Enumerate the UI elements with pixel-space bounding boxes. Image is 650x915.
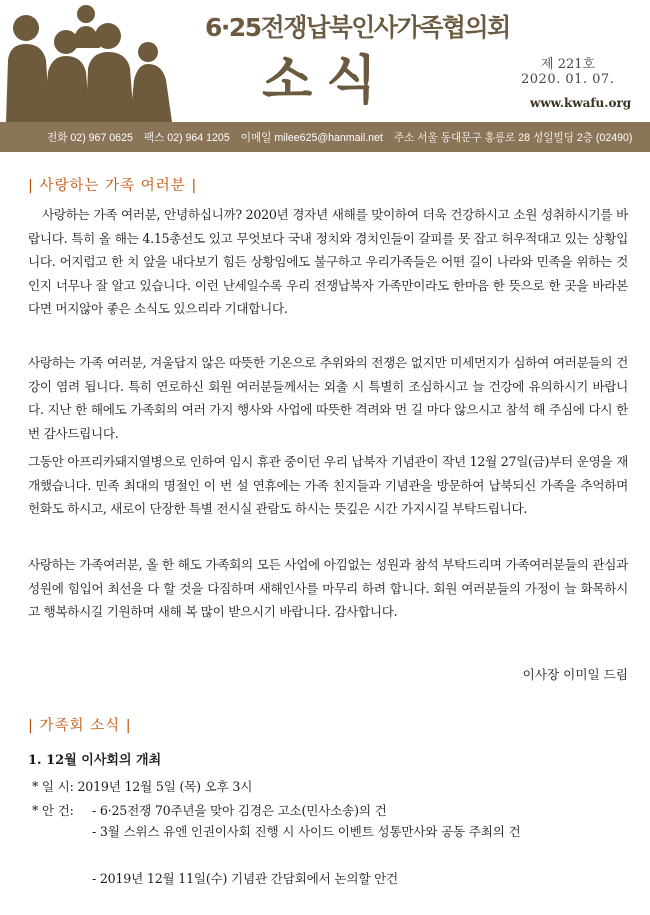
news-item-agenda-label: * 안 건: [32, 803, 74, 818]
contact-email[interactable]: 이메일 milee625@hanmail.net [240, 131, 383, 144]
letter-paragraph-1: 사랑하는 가족 여러분, 안녕하십니까? 2020년 경자년 새해를 맞이하여 더욱 건강하시고 소원 성취하시기를 바랍니다. 특히 올 해는 4.15총선도 있고 무엇보다 국내 정치와 경치인들이 갈피를 못 잡고 허우적대고 있는 상황입니다. 어지럽고 한 치 앞을 내다보기 힘든 상황임에도 불구하고 우리가족들은 어떤 길이 나라와 민족을 위하는 것인지 너무나 잘 알고 있습니다. 이런 난세일수록 우리 전쟁납북자 가족만이라도 한마음 한 뜻으로 한 곳을 바라본다면 머지않아 좋은 소식도 있으리라 기대합니다. [28, 207, 628, 317]
letter-paragraph-2: 사랑하는 가족 여러분, 겨울답지 않은 따뜻한 기온으로 추위와의 전쟁은 없지만 미세먼지가 심하여 여러분들의 건강이 염려 됩니다. 특히 연로하신 회원 여러분들께서는 외출 시 특별히 조심하시고 늘 건강에 유의하시기 바랍니다. 지난 한 해에도 가족회의 여러 가지 행사와 사업에 따뜻한 격려와 먼 길 마다 않으시고 참석 해 주심에 다시 한 번 감사드립니다. [28, 355, 628, 441]
newsletter-title: 소식 [262, 51, 391, 111]
news-heading: | 가족회 소식 | [28, 718, 132, 734]
letter-signature: 이사장 이미일 드림 [522, 667, 628, 682]
news-item-title: 1. 12월 이사회의 개최 [28, 753, 162, 768]
issue-number: 제 221호 [541, 57, 596, 72]
agenda-item: - 6·25전쟁 70주년을 맞아 김경은 고소(민사소송)의 건 [92, 803, 387, 818]
agenda-item: - 2019년 12월 11일(수) 기념관 간담회에서 논의할 안건 [92, 871, 399, 886]
letter-heading: | 사랑하는 가족 여러분 | [28, 178, 198, 194]
letter-paragraph-3: 그동안 아프리카돼지열병으로 인하여 임시 휴관 중이던 우리 납북자 기념관이 작년 12월 27일(금)부터 운영을 재개했습니다. 민족 최대의 명절인 이 번 설 연휴에는 가족 친지들과 기념관을 방문하여 납북되신 가족을 추억하며 헌화도 하시고, 새로이 단장한 특별 전시실 관람도 하시는 뜻깊은 시간 가지시길 부탁드립니다. [28, 454, 628, 517]
family-silhouette-image [0, 0, 175, 122]
contact-bar [0, 122, 650, 152]
contact-address: 주소 서울 동대문구 홍릉로 28 성일빌딩 2층 (02490) [393, 131, 633, 144]
agenda-item: - 3월 스위스 유엔 인권이사회 진행 시 사이드 이벤트 성통만사와 공동 주최의 건 [92, 824, 521, 839]
issue-date: 2020. 01. 07. [521, 72, 615, 87]
organization-title: 6·25전쟁납북인사가족협의회 [205, 13, 510, 42]
website-link[interactable]: www.kwafu.org [530, 96, 632, 110]
news-item-date: * 일 시: 2019년 12월 5일 (목) 오후 3시 [32, 779, 253, 794]
contact-fax: 팩스 02) 964 1205 [143, 131, 230, 144]
contact-phone: 전화 02) 967 0625 [47, 131, 133, 144]
letter-paragraph-4: 사랑하는 가족여러분, 올 한 해도 가족회의 모든 사업에 아낌없는 성원과 참석 부탁드리며 가족여러분들의 관심과 성원에 힘입어 최선을 다 할 것을 다짐하며 새해인사를 마무리 하려 합니다. 회원 여러분들의 가정이 늘 화목하시고 행복하시길 기원하며 새해 복 많이 받으시기 바랍니다. 감사합니다. [28, 557, 628, 620]
newsletter-header [0, 0, 650, 125]
